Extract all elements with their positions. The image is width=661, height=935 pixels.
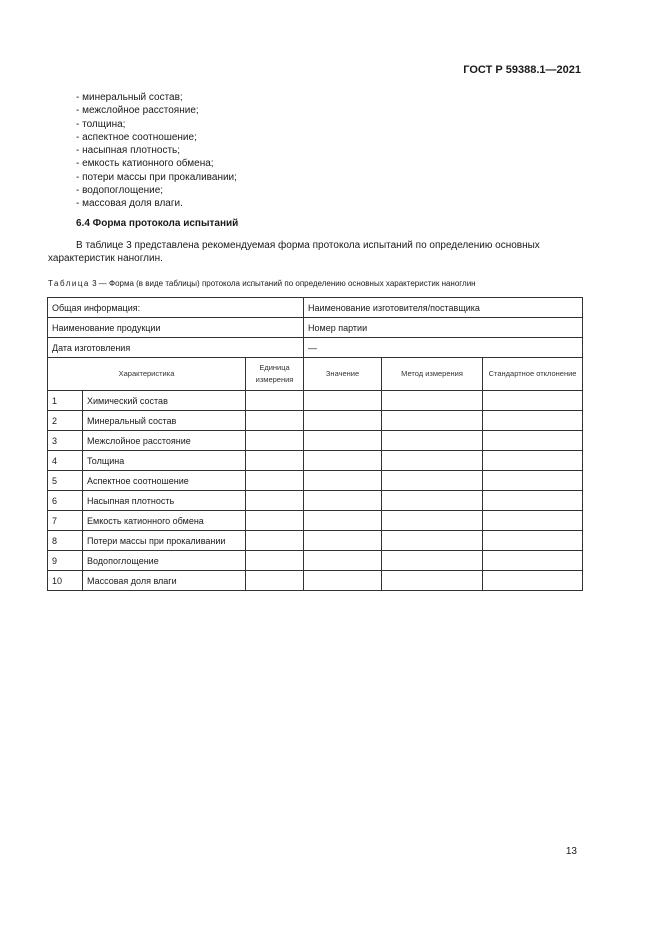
table-row [48, 571, 583, 591]
section-title: 6.4 Форма протокола испытаний [76, 218, 239, 229]
empty-cell [246, 531, 304, 551]
list-item: - межслойное расстояние; [76, 104, 237, 117]
table-caption [48, 279, 476, 288]
row-number: 3 [48, 431, 83, 451]
list-item: - насыпная плотность; [76, 144, 237, 157]
empty-cell [246, 571, 304, 591]
empty-cell [382, 551, 483, 571]
info-row [48, 298, 583, 318]
empty-cell [483, 411, 583, 431]
column-header: Значение [304, 358, 382, 391]
info-row [48, 338, 583, 358]
empty-cell [382, 431, 483, 451]
info-cell-batch: Номер партии [304, 318, 583, 338]
row-number: 7 [48, 511, 83, 531]
empty-cell [246, 411, 304, 431]
row-number: 1 [48, 391, 83, 411]
row-characteristic: Минеральный состав [83, 411, 246, 431]
table-row [48, 391, 583, 411]
empty-cell [246, 451, 304, 471]
info-row [48, 318, 583, 338]
empty-cell [382, 531, 483, 551]
info-cell-product: Наименование продукции [48, 318, 304, 338]
table-row [48, 531, 583, 551]
row-characteristic: Аспектное соотношение [83, 471, 246, 491]
empty-cell [483, 431, 583, 451]
list-item: - минеральный состав; [76, 91, 237, 104]
list-item: - массовая доля влаги. [76, 197, 237, 210]
row-characteristic: Насыпная плотность [83, 491, 246, 511]
document-code: ГОСТ Р 59388.1—2021 [463, 64, 581, 76]
row-characteristic: Толщина [83, 451, 246, 471]
empty-cell [304, 491, 382, 511]
row-number: 4 [48, 451, 83, 471]
row-characteristic: Массовая доля влаги [83, 571, 246, 591]
empty-cell [304, 571, 382, 591]
row-number: 9 [48, 551, 83, 571]
empty-cell [304, 551, 382, 571]
list-item: - аспектное соотношение; [76, 131, 237, 144]
section-paragraph: В таблице 3 представлена рекомендуемая форма протокола испытаний по определению основных характеристик наноглин. [48, 240, 540, 265]
empty-cell [483, 511, 583, 531]
column-header: Характеристика [48, 358, 246, 391]
info-cell-dash: — [304, 338, 583, 358]
empty-cell [483, 391, 583, 411]
list-item: - водопоглощение; [76, 184, 237, 197]
empty-cell [382, 491, 483, 511]
empty-cell [483, 531, 583, 551]
column-header-row [48, 358, 583, 391]
row-number: 8 [48, 531, 83, 551]
empty-cell [304, 531, 382, 551]
column-header: Единица измерения [246, 358, 304, 391]
list-item: - потери массы при прокаливании; [76, 171, 237, 184]
empty-cell [246, 471, 304, 491]
table-caption-prefix: Таблица [48, 279, 90, 288]
empty-cell [246, 431, 304, 451]
empty-cell [246, 511, 304, 531]
empty-cell [483, 471, 583, 491]
empty-cell [246, 391, 304, 411]
info-cell-general: Общая информация: [48, 298, 304, 318]
empty-cell [246, 491, 304, 511]
empty-cell [304, 511, 382, 531]
row-characteristic: Химический состав [83, 391, 246, 411]
empty-cell [246, 551, 304, 571]
empty-cell [304, 451, 382, 471]
table-row [48, 511, 583, 531]
info-cell-date: Дата изготовления [48, 338, 304, 358]
empty-cell [483, 551, 583, 571]
list-item: - емкость катионного обмена; [76, 157, 237, 170]
table-row [48, 451, 583, 471]
row-characteristic: Потери массы при прокаливании [83, 531, 246, 551]
protocol-table [47, 297, 583, 591]
empty-cell [304, 411, 382, 431]
empty-cell [483, 491, 583, 511]
row-number: 10 [48, 571, 83, 591]
empty-cell [483, 451, 583, 471]
empty-cell [382, 391, 483, 411]
row-number: 6 [48, 491, 83, 511]
table-row [48, 431, 583, 451]
list-item: - толщина; [76, 118, 237, 131]
row-characteristic: Водопоглощение [83, 551, 246, 571]
empty-cell [382, 571, 483, 591]
table-row [48, 491, 583, 511]
page-number: 13 [565, 846, 577, 857]
row-characteristic: Межслойное расстояние [83, 431, 246, 451]
table-caption-text: 3 — Форма (в виде таблицы) протокола испытаний по определению основных характеристик наноглин [89, 279, 476, 288]
row-characteristic: Емкость катионного обмена [83, 511, 246, 531]
row-number: 2 [48, 411, 83, 431]
empty-cell [304, 431, 382, 451]
empty-cell [483, 571, 583, 591]
characteristics-list [76, 91, 237, 211]
table-row [48, 551, 583, 571]
row-number: 5 [48, 471, 83, 491]
empty-cell [382, 511, 483, 531]
info-cell-manufacturer: Наименование изготовителя/поставщика [304, 298, 583, 318]
column-header: Стандартное отклонение [483, 358, 583, 391]
empty-cell [304, 471, 382, 491]
empty-cell [382, 451, 483, 471]
table-row [48, 471, 583, 491]
table-row [48, 411, 583, 431]
empty-cell [382, 411, 483, 431]
empty-cell [304, 391, 382, 411]
empty-cell [382, 471, 483, 491]
column-header: Метод измерения [382, 358, 483, 391]
